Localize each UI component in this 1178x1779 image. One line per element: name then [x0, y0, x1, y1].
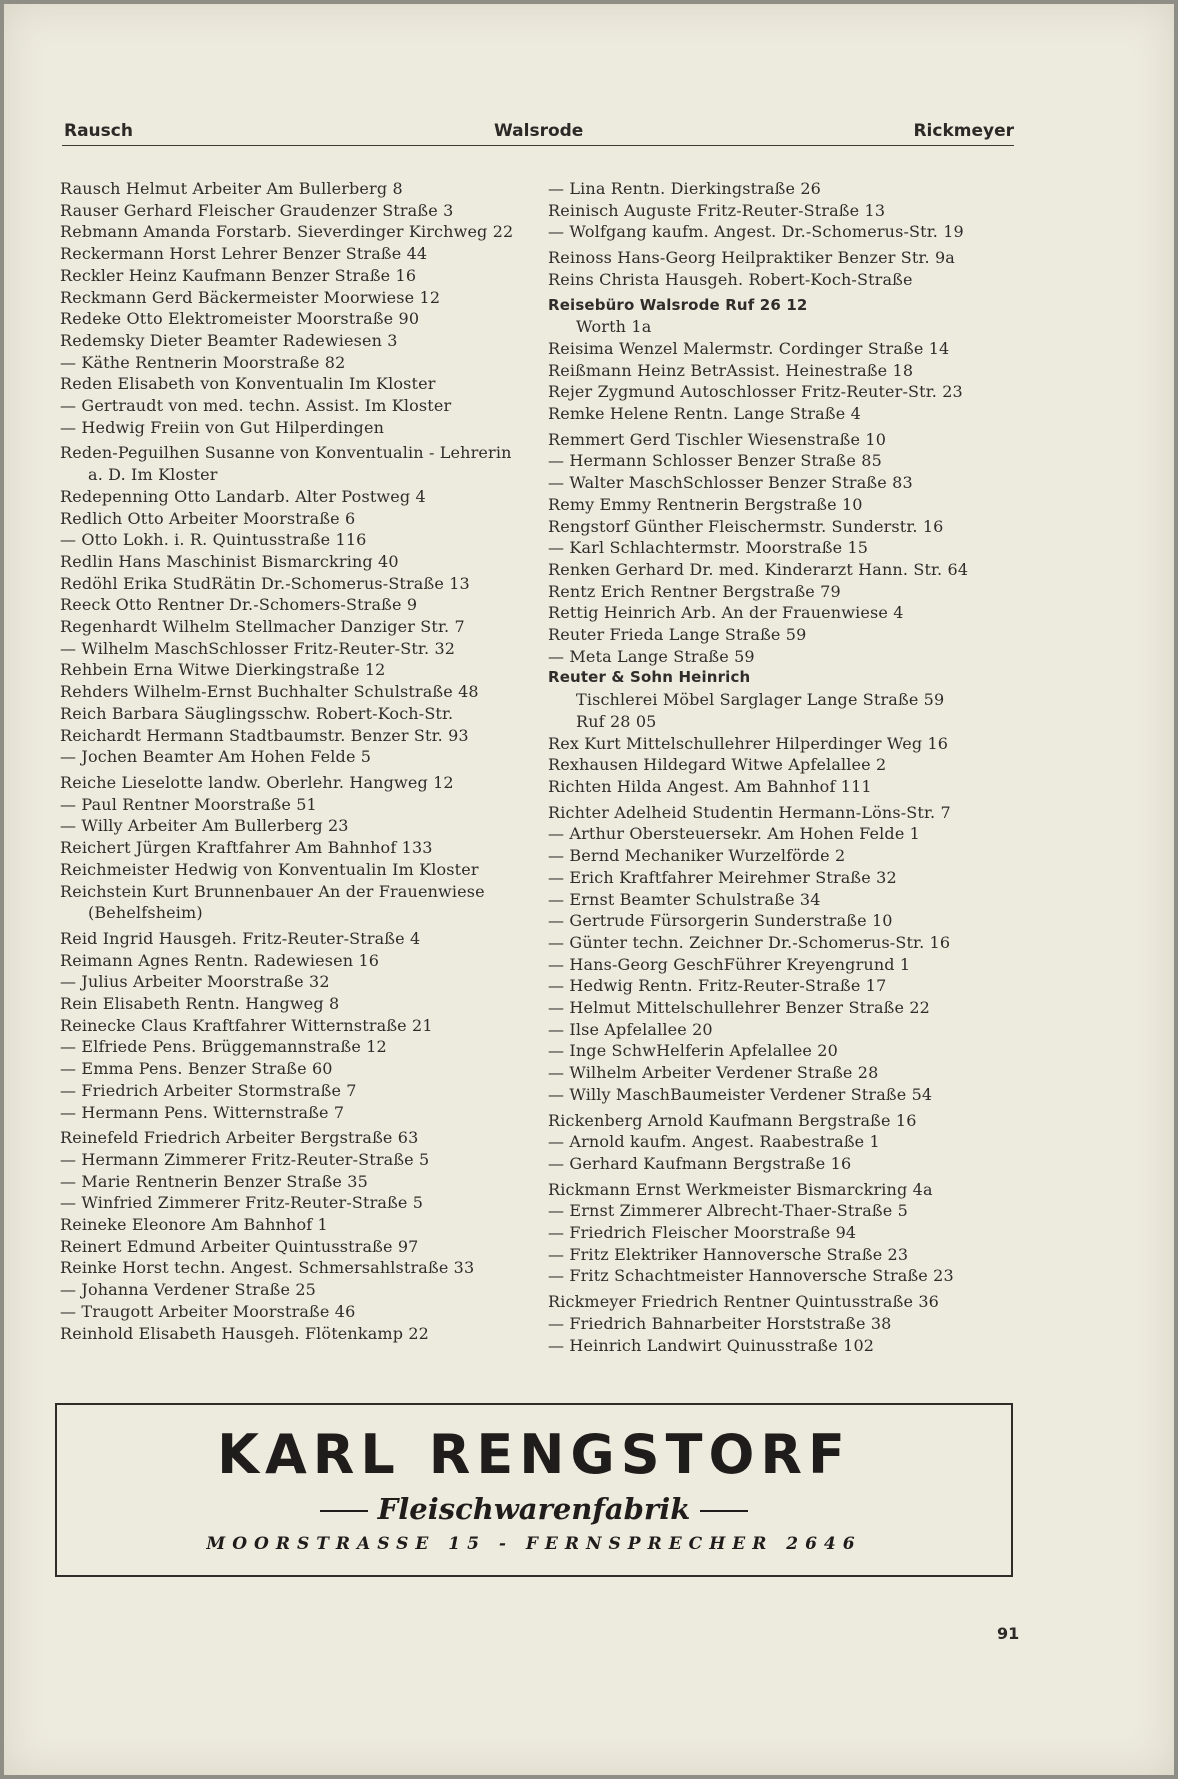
directory-entry: — Gertrude Fürsorgerin Sunderstraße 10 [548, 911, 893, 931]
directory-entry: Reinoss Hans-Georg Heilpraktiker Benzer Str. 9a [548, 248, 955, 268]
directory-entry: — Erich Kraftfahrer Meirehmer Straße 32 [548, 867, 897, 887]
directory-entry: Rentz Erich Rentner Bergstraße 79 [548, 581, 841, 601]
directory-entry: — Johanna Verdener Straße 25 [60, 1280, 317, 1300]
right-column [548, 178, 1018, 1356]
directory-entry: — Hermann Zimmerer Fritz-Reuter-Straße 5 [60, 1149, 430, 1169]
directory-entry: Rein Elisabeth Rentn. Hangweg 8 [60, 994, 340, 1014]
directory-entry: — Elfriede Pens. Brüggemannstraße 12 [60, 1037, 387, 1057]
directory-entry: — Emma Pens. Benzer Straße 60 [60, 1059, 333, 1079]
directory-entry: Renken Gerhard Dr. med. Kinderarzt Hann. Str. 64 [548, 559, 969, 579]
directory-entry: Rehders Wilhelm-Ernst Buchhalter Schulstraße 48 [60, 682, 479, 702]
directory-page [4, 4, 1174, 1775]
directory-entry: Reckler Heinz Kaufmann Benzer Straße 16 [60, 265, 417, 285]
directory-entry: — Walter MaschSchlosser Benzer Straße 83 [548, 473, 913, 493]
directory-entry: Reiche Lieselotte landw. Oberlehr. Hangweg 12 [60, 772, 454, 792]
directory-entry: Reisebüro Walsrode Ruf 26 12 [548, 295, 808, 314]
directory-entry: Reden Elisabeth von Konventualin Im Kloster [60, 374, 436, 394]
directory-entry: Rickenberg Arnold Kaufmann Bergstraße 16 [548, 1110, 917, 1130]
directory-entry: — Paul Rentner Moorstraße 51 [60, 794, 317, 814]
directory-entry: — Marie Rentnerin Benzer Straße 35 [60, 1171, 368, 1191]
directory-entry: Rejer Zygmund Autoschlosser Fritz-Reuter-Str. 23 [548, 382, 963, 402]
directory-entry: Reuter & Sohn Heinrich [548, 668, 751, 687]
directory-entry: Rickmeyer Friedrich Rentner Quintusstraße 36 [548, 1292, 939, 1312]
directory-entry: — Wilhelm MaschSchlosser Fritz-Reuter-Str. 32 [60, 638, 456, 658]
header-town: Walsrode [494, 121, 584, 141]
directory-entry: Rebmann Amanda Forstarb. Sieverdinger Kirchweg 22 [60, 222, 514, 242]
directory-entry: Reißmann Heinz BetrAssist. Heinestraße 18 [548, 360, 914, 380]
directory-entry: — Heinrich Landwirt Quinusstraße 102 [548, 1335, 875, 1355]
directory-entry: — Arthur Obersteuersekr. Am Hohen Felde 1 [548, 824, 921, 844]
directory-entry: Reichmeister Hedwig von Konventualin Im Kloster [60, 859, 479, 879]
directory-entry: Regenhardt Wilhelm Stellmacher Danziger Str. 7 [60, 617, 465, 637]
directory-entry: — Hermann Schlosser Benzer Straße 85 [548, 451, 882, 471]
directory-entry: Redemsky Dieter Beamter Radewiesen 3 [60, 330, 398, 350]
running-header [62, 121, 1014, 146]
header-first-entry: Rausch [64, 121, 133, 141]
directory-entry: Redöhl Erika StudRätin Dr.-Schomerus-Straße 13 [60, 573, 470, 593]
directory-entry: — Willy MaschBaumeister Verdener Straße 54 [548, 1084, 933, 1104]
directory-entry: — Ernst Beamter Schulstraße 34 [548, 889, 821, 909]
directory-entry: — Hans-Georg GeschFührer Kreyengrund 1 [548, 954, 911, 974]
directory-entry: Reinefeld Friedrich Arbeiter Bergstraße 63 [60, 1128, 419, 1148]
directory-entry: Rexhausen Hildegard Witwe Apfelallee 2 [548, 755, 887, 775]
directory-entry: — Fritz Schachtmeister Hannoversche Straße 23 [548, 1266, 954, 1286]
advert-subtitle: Fleischwarenfabrik [377, 1492, 691, 1526]
directory-entry: Rausch Helmut Arbeiter Am Bullerberg 8 [60, 179, 403, 198]
header-last-entry: Rickmeyer [913, 121, 1014, 141]
directory-entry: Reeck Otto Rentner Dr.-Schomers-Straße 9 [60, 595, 418, 615]
directory-entry: — Ilse Apfelallee 20 [548, 1019, 713, 1039]
directory-entry: Reichert Jürgen Kraftfahrer Am Bahnhof 133 [60, 838, 433, 858]
advert-subtitle-line [57, 1492, 1011, 1526]
directory-entry: — Friedrich Fleischer Moorstraße 94 [548, 1223, 857, 1243]
subtitle-rule-right [700, 1510, 748, 1512]
directory-entry: — Jochen Beamter Am Hohen Felde 5 [60, 747, 372, 767]
directory-entry: — Wolfgang kaufm. Angest. Dr.-Schomerus-Str. 19 [548, 222, 964, 242]
directory-entry: Redlin Hans Maschinist Bismarckring 40 [60, 551, 399, 571]
directory-entry: — Julius Arbeiter Moorstraße 32 [60, 972, 330, 992]
directory-entry: — Inge SchwHelferin Apfelallee 20 [548, 1041, 838, 1061]
directory-entry: Reichstein Kurt Brunnenbauer An der Frauenwiese (Behelfsheim) [60, 881, 485, 923]
directory-entry: Reinhold Elisabeth Hausgeh. Flötenkamp 22 [60, 1323, 430, 1343]
advertisement-box [55, 1403, 1013, 1577]
directory-entry: — Arnold kaufm. Angest. Raabestraße 1 [548, 1132, 880, 1152]
directory-entry: — Hedwig Freiin von Gut Hilperdingen [60, 417, 385, 437]
directory-entry: Remke Helene Rentn. Lange Straße 4 [548, 404, 861, 424]
advert-name-last: RENGSTORF [428, 1423, 851, 1486]
directory-entry: Rehbein Erna Witwe Dierkingstraße 12 [60, 660, 386, 680]
directory-entry: Redeke Otto Elektromeister Moorstraße 90 [60, 309, 420, 329]
directory-entry: Rickmann Ernst Werkmeister Bismarckring 4a [548, 1179, 933, 1199]
directory-entry: Redlich Otto Arbeiter Moorstraße 6 [60, 508, 356, 528]
directory-entry: — Hedwig Rentn. Fritz-Reuter-Straße 17 [548, 976, 887, 996]
directory-entry: Reineke Eleonore Am Bahnhof 1 [60, 1215, 328, 1235]
directory-entry: — Gertraudt von med. techn. Assist. Im Kloster [60, 396, 452, 416]
directory-entry: — Günter techn. Zeichner Dr.-Schomerus-Str. 16 [548, 932, 951, 952]
advert-company-name [57, 1423, 1011, 1486]
subtitle-rule-left [320, 1510, 368, 1512]
directory-entry: Reimann Agnes Rentn. Radewiesen 16 [60, 950, 380, 970]
directory-entry: — Otto Lokh. i. R. Quintusstraße 116 [60, 530, 367, 550]
directory-entry: — Bernd Mechaniker Wurzelförde 2 [548, 846, 846, 866]
directory-entry: — Ernst Zimmerer Albrecht-Thaer-Straße 5 [548, 1201, 908, 1221]
directory-entry: Reinert Edmund Arbeiter Quintusstraße 97 [60, 1236, 419, 1256]
directory-entry: Ruf 28 05 [576, 711, 657, 731]
directory-entry: — Lina Rentn. Dierkingstraße 26 [548, 179, 821, 198]
directory-entry: — Helmut Mittelschullehrer Benzer Straße 22 [548, 998, 930, 1018]
directory-entry: — Friedrich Arbeiter Stormstraße 7 [60, 1080, 357, 1100]
directory-entry: Reins Christa Hausgeh. Robert-Koch-Straße [548, 269, 913, 289]
directory-entry: Reckmann Gerd Bäckermeister Moorwiese 12 [60, 287, 441, 307]
directory-entry: — Willy Arbeiter Am Bullerberg 23 [60, 816, 349, 836]
directory-entry: Reisima Wenzel Malermstr. Cordinger Straße 14 [548, 338, 950, 358]
directory-entry: Reden-Peguilhen Susanne von Konventualin - Lehrerin a. D. Im Kloster [60, 443, 512, 485]
left-column [60, 178, 530, 1344]
directory-entry: — Gerhard Kaufmann Bergstraße 16 [548, 1153, 852, 1173]
directory-entry: Reich Barbara Säuglingsschw. Robert-Koch-Str. [60, 703, 454, 723]
directory-entry: Reinke Horst techn. Angest. Schmersahlstraße 33 [60, 1258, 475, 1278]
directory-entry: Remmert Gerd Tischler Wiesenstraße 10 [548, 429, 887, 449]
directory-entry: — Wilhelm Arbeiter Verdener Straße 28 [548, 1063, 879, 1083]
directory-entry: — Traugott Arbeiter Moorstraße 46 [60, 1301, 356, 1321]
directory-entry: — Karl Schlachtermstr. Moorstraße 15 [548, 538, 869, 558]
directory-entry: Redepenning Otto Landarb. Alter Postweg 4 [60, 486, 426, 506]
directory-entry: — Hermann Pens. Witternstraße 7 [60, 1102, 345, 1122]
directory-entry: Reinecke Claus Kraftfahrer Witternstraße 21 [60, 1015, 433, 1035]
directory-entry: Richten Hilda Angest. Am Bahnhof 111 [548, 776, 872, 796]
directory-entry: Rex Kurt Mittelschullehrer Hilperdinger Weg 16 [548, 733, 949, 753]
directory-entry: Reinisch Auguste Fritz-Reuter-Straße 13 [548, 200, 886, 220]
advert-address: MOORSTRASSE 15 - FERNSPRECHER 2646 [206, 1534, 862, 1554]
directory-entry: Remy Emmy Rentnerin Bergstraße 10 [548, 494, 863, 514]
page-number: 91 [997, 1624, 1020, 1643]
advert-name-first: KARL [217, 1423, 401, 1486]
directory-entry: Reuter Frieda Lange Straße 59 [548, 625, 807, 645]
directory-entry: Rauser Gerhard Fleischer Graudenzer Straße 3 [60, 200, 454, 220]
directory-entry: Reckermann Horst Lehrer Benzer Straße 44 [60, 244, 428, 264]
directory-entry: Richter Adelheid Studentin Hermann-Löns-Str. 7 [548, 802, 951, 822]
directory-entry: Worth 1a [576, 317, 652, 337]
directory-entry: Reid Ingrid Hausgeh. Fritz-Reuter-Straße 4 [60, 928, 421, 948]
directory-entry: — Friedrich Bahnarbeiter Horststraße 38 [548, 1313, 892, 1333]
directory-entry: Rengstorf Günther Fleischermstr. Sunderstr. 16 [548, 516, 944, 536]
directory-entry: — Meta Lange Straße 59 [548, 646, 755, 666]
directory-entry: Tischlerei Möbel Sarglager Lange Straße 59 [576, 690, 945, 710]
directory-entry: — Käthe Rentnerin Moorstraße 82 [60, 352, 346, 372]
directory-entry: Reichardt Hermann Stadtbaumstr. Benzer Str. 93 [60, 725, 469, 745]
directory-entry: — Fritz Elektriker Hannoversche Straße 23 [548, 1244, 909, 1264]
directory-entry: — Winfried Zimmerer Fritz-Reuter-Straße 5 [60, 1193, 424, 1213]
directory-entry: Rettig Heinrich Arb. An der Frauenwiese 4 [548, 603, 904, 623]
